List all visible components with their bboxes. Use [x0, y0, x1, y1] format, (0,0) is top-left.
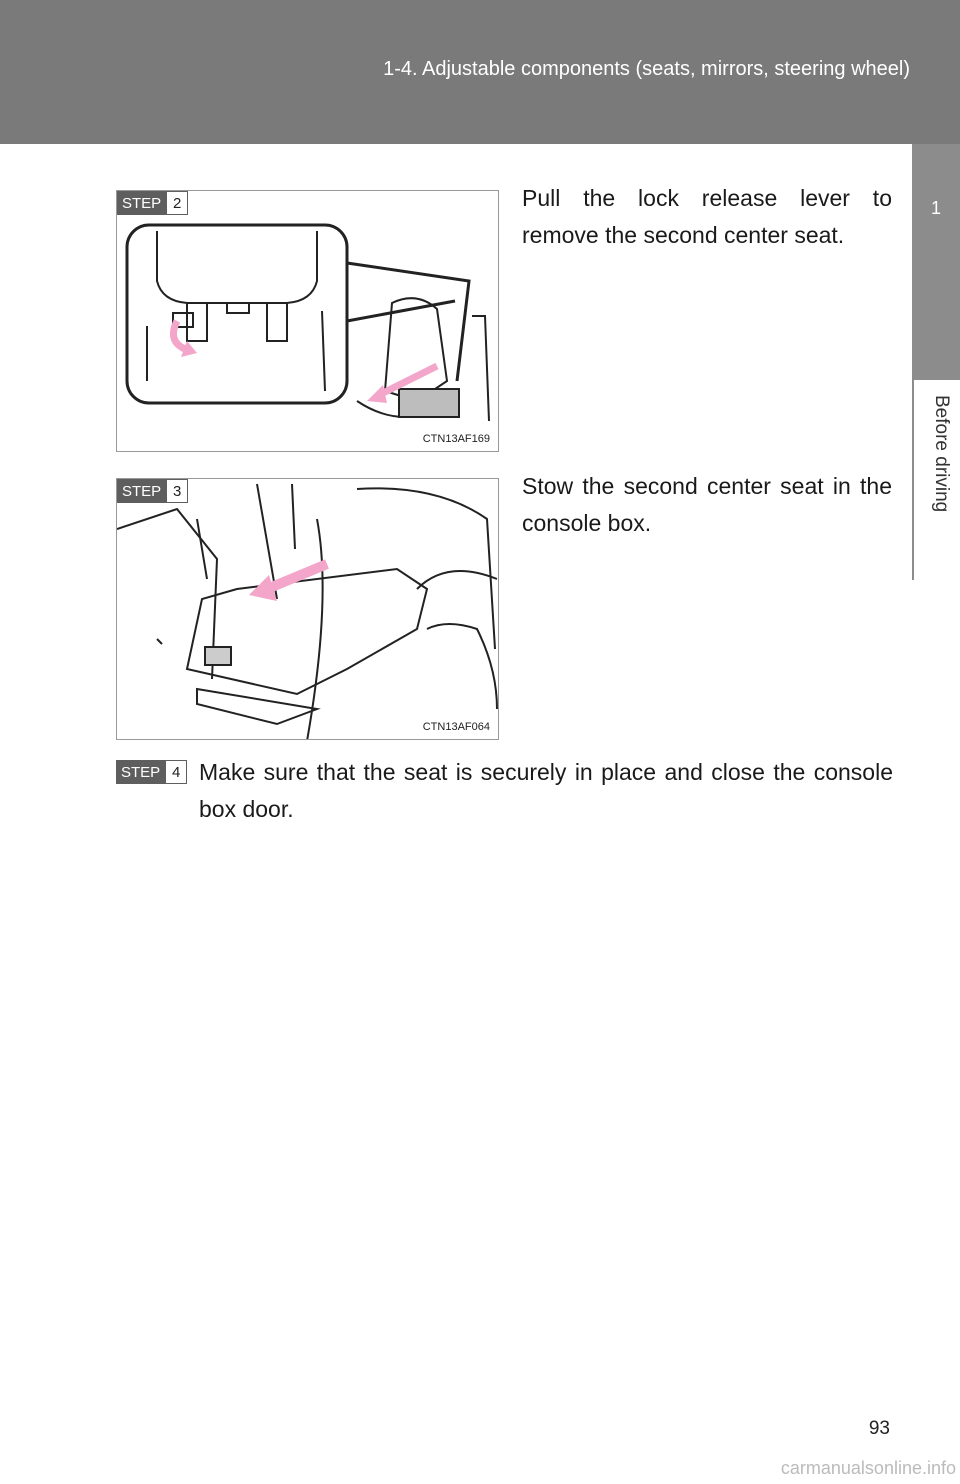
chapter-label: Before driving: [931, 395, 952, 513]
step-3-text: Stow the second center seat in the console box.: [522, 473, 892, 536]
chapter-tab: [912, 144, 960, 380]
section-title: 1-4. Adjustable components (seats, mirrors, steering wheel): [383, 58, 910, 80]
page-number: 93: [868, 1418, 890, 1439]
figure-step-3: [116, 478, 499, 740]
step-word: STEP: [116, 760, 165, 784]
seat-release-illustration: [117, 191, 499, 452]
step-badge: [117, 479, 188, 503]
footer-watermark: carmanualsonline.info: [780, 1458, 956, 1478]
step-number: 3: [166, 479, 188, 503]
step-2-text: Pull the lock release lever to remove the second center seat.: [522, 185, 892, 248]
figure-step-2: [116, 190, 499, 452]
step-word: STEP: [117, 191, 166, 215]
page-header: [0, 0, 960, 144]
step-4-text: Make sure that the seat is securely in place and close the console box door.: [199, 759, 893, 822]
step-badge: [117, 191, 188, 215]
console-stow-illustration: [117, 479, 499, 740]
figure-code: CTN13AF169: [422, 433, 490, 445]
chapter-number: 1: [930, 198, 941, 218]
step-word: STEP: [117, 479, 166, 503]
step-number: 4: [165, 760, 187, 784]
figure-code: CTN13AF064: [422, 721, 490, 733]
step-badge: [116, 760, 187, 784]
step-number: 2: [166, 191, 188, 215]
